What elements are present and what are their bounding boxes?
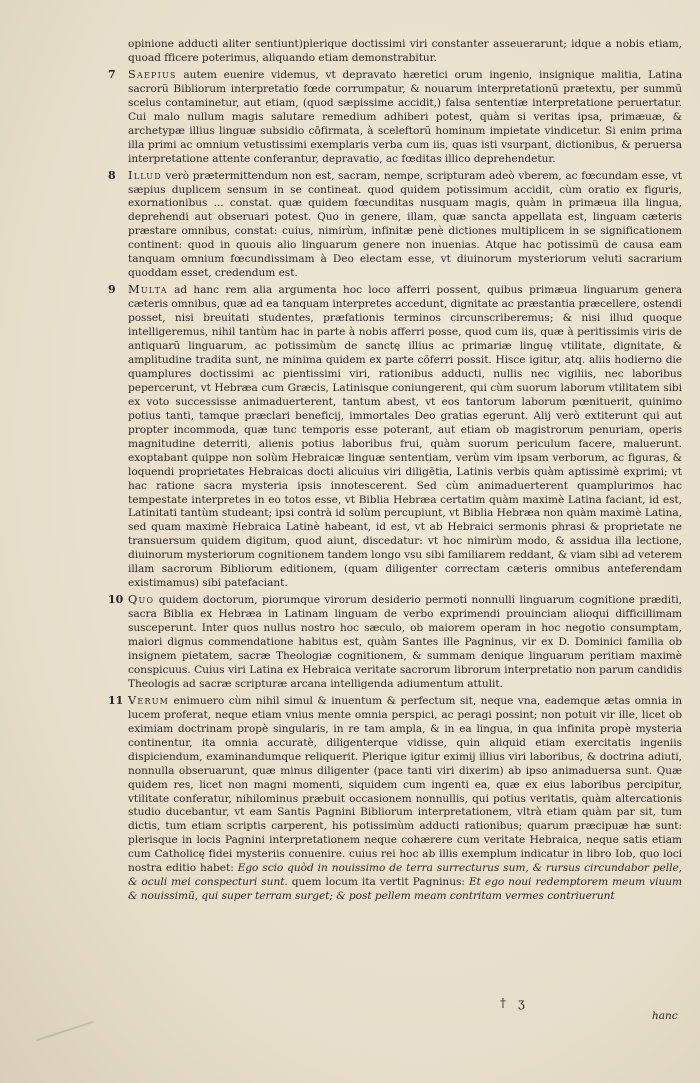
- paragraph-7: [108, 66, 682, 167]
- paragraph-number: 8: [108, 168, 116, 182]
- paper-stain: [36, 1021, 94, 1041]
- paragraph-number: 11: [108, 693, 124, 707]
- lead-word: Quo: [128, 592, 155, 607]
- paragraph-number: 10: [108, 593, 124, 607]
- paragraph-text: quem locum ita vertit Pagninus:: [287, 876, 469, 889]
- scripture-quote: Ego scio quòd in nouissimo de terra surrecturus sum, & rursus circundabor pelle, & oculi mei conspecturi sunt.: [128, 862, 682, 889]
- paragraph-10: [108, 592, 682, 692]
- signature-mark: [500, 996, 525, 1010]
- paragraph-text: verò prætermittendum non est, sacram, nempe, scripturam adeò vberem, ac fœcundam esse, vt sæpius duplicem sensum in se contineat. quod quidem potissimum accidit, cùm oratio ex figuris, exornationibus ... constat. quæ quidem fœcunditas nusquam magis, quàm in primæua illa lingua, deprehendi aut obseruari potest. Quo in genere, illam, quæ sancta appellata est, linguam cæteris præstare omnibus, constat: cuius, nimirùm, infinitæ penè dictiones multiplicem in se significationem continent: quod in quouis alio linguarum genere non inuenias. Atque hac potissimũ de causa eam tanquam omnium fœcundissimam à Deo electam esse, vt diuinorum mysteriorum veluti sacrarium quoddam esset, credendum est.: [128, 169, 682, 280]
- lead-word: Multa: [128, 282, 168, 297]
- lead-word: Saepius: [128, 66, 177, 81]
- intro-paragraph: opinione adducti aliter sentiunt)plerique doctissimi viri constanter asseuerarunt; idque a nobis etiam, quoad fficere poterimus, aliquando etiam demonstrabitur.: [128, 38, 682, 64]
- paragraph-text: ad hanc rem alia argumenta hoc loco afferri possent, quibus primæua linguarum genera cæteris omnibus, quæ ad ea tanquam interpretes accedunt, dignitate ac præstantia præcellere, ostendi posset, nisi breuitati studentes, præfationis terminos circunscriberemus; & nisi illud quoque intelligeremus, nihil tantùm hac in parte à nobis afferri posse, quod cum iis, quæ à peritissimis viris de antiquarũ linguarum, ac potissimùm de sanctę illius ac primariæ linguę vtilitate, dignitate, & amplitudine tradita sunt, ne minima quidem ex parte cōferri possit. Hisce igitur, atq. aliis hodierno die quamplures doctissimi ac pientissimi viri, rationibus adducti, nullis nec vigiliis, nec laboribus pepercerunt, vt Hebræa cum Græcis, Latinisque coniungerent, qui cùm suorum laborum vtilitatem sibi ex voto successisse animaduerterent, tantum abest, vt eos tantorum laborum pœnituerit, quinimo potius tanti, tamque præclari beneficij, immortales Deo gratias egerunt. Alij verò extiterunt qui aut propter incommoda, quæ tunc temporis esse poterant, aut etiam ob magistrorum penuriam, operis magnitudine deterriti, alienis potius laboribus frui, quàm suorum periculum facere, maluerunt. exoptabant quippe non solùm Hebraicæ linguæ sententiam, verùm vim ipsam verborum, ac figuras, & loquendi proprietates Hebraicas docti alicuius viri diligētia, Latinis verbis quàm aptissimè exprimi; vt hac ratione sacra mysteria ipsis innotescerent. Sed cùm animaduerterent quamplurimos hac tempestate interpretes in eo totos esse, vt Biblia Hebræa certatim quàm maximè Latina faciant, id est, Latinitati tantùm studeant; ipsi contrà id solùm percupiunt, vt Biblia Hebræa non quàm maximè Latina, sed quam maximè Hebraica Latinè habeant, id est, vt ab Hebraici sermonis phrasi & proprietate ne transuersum quidem digitum, quod aiunt, discedatur: vt hoc nimirùm modo, & assidua illa lectione, diuinorum mysteriorum cognitionem tandem longo vsu sibi familiarem reddant, & viam sibi ad veterem illam sacrorum Bibliorum editionem, (quam diligenter correctam cæteris omnibus anteferendam existimamus) sibi patefaciant.: [128, 284, 682, 590]
- paragraph-8: [108, 167, 682, 282]
- paragraph-text: enimuero cùm nihil simul & inuentum & perfectum sit, neque vna, eademque ætas omnia in lucem proferat, neque etiam vnius mente omnia perspici, ac peragi possint; non potuit vir ille, licet ob eximiam doctrinam propè singularis, in re tam ampla, & in ea lingua, in qua infinita propè mysteria continentur, ita omnia accuratè, diligenterque vidisse, quin aliquid etiam exercitatis ingeniis dispiciendum, examinandumque reliquerit. Plerique igitur eximij illius viri laboribus, & doctrina adiuti, nonnulla obseruarunt, quæ minus diligenter (pace tanti viri dixerim) ab ipso animaduersa sunt. Quæ quidem res, licet non magni momenti, siquidem cum ingenti ea, quæ ex eius laboribus percipitur, vtilitate conferatur, nihilominus præbuit occasionem nonnullis, qui potius veritatis, quàm altercationis studio ducebantur, vt eam Santis Pagnini Bibliorum interpretationem, vltrà etiam quàm par sit, tum dictis, tum etiam scriptis carperent, his potissimùm adducti rationibus; quarum præcipuæ hæ sunt: plerisque in locis Pagnini interpretationem neque cohærere cum veritate Hebraica, neque satis etiam cum Catholicę fidei mysteriis conuenire. cuius rei hoc ab illis exemplum indicatur in libro Iob, quo loci nostra editio habet:: [128, 694, 682, 875]
- lead-word: Illud: [128, 167, 162, 182]
- catchword: hanc: [652, 1010, 678, 1022]
- paragraph-9: [108, 282, 682, 591]
- paragraph-text: autem euenire videmus, vt depravato hæretici orum ingenio, insignique malitia, Latina sacrorũ Bibliorum interpretatio fœde corrumpatur, & nouarum interpretationũ prætextu, per summũ scelus contaminetur, aut etiam, (quod sæpissime accidit,) falsa sententiæ interpretatione peruertatur. Cui malo nullum magis salutare remedium adhiberi potest, quàm si veritas ipsa, primæuæ, & archetypæ illius linguæ subsidio cōfirmata, à sceleftorũ hominum impietate vindicetur. Si enim prima illa primi ac omnium vetustissimi exemplaris verba cum iis, quas isti vsurpant, dictionibus, & peruersa interpretatione attente conferantur, depravatio, ac fœditas illico deprehendetur.: [128, 68, 682, 165]
- paragraph-text: quidem doctorum, piorumque virorum desiderio permoti nonnulli linguarum cognitione præditi, sacra Biblia ex Hebræa in Latinam linguam de verbo exprimendi prouinciam alioqui difficillimam susceperunt. Inter quos nullus nostro hoc sæculo, ob maiorem operam in hoc negotio consumptam, maiori dignus commendatione habitus est, quàm Santes ille Pagninus, vir ex D. Dominici familia ob insignem pietatem, sacræ Theologiæ cognitionem, & summam denique linguarum peritiam maximè conspicuus. Cuius viri Latina ex Hebraica veritate sacrorum librorum interpretatio non parum candidis Theologis ad sacræ scripturæ arcana intelligenda adiumentum attulit.: [128, 594, 682, 690]
- paragraph-number: 7: [108, 67, 116, 81]
- scripture-quote: Et ego noui redemptorem meum viuum & nouissimũ, qui super terram surget; & post pellem meam contritam vermes contriuerunt: [128, 876, 682, 903]
- signature-dagger: †: [500, 996, 506, 1010]
- paragraph-number: 9: [108, 283, 116, 297]
- lead-word: Verum: [128, 692, 170, 707]
- signature-letter: ʒ: [518, 996, 525, 1010]
- paragraph-11: [108, 692, 682, 904]
- body-text: [108, 38, 682, 904]
